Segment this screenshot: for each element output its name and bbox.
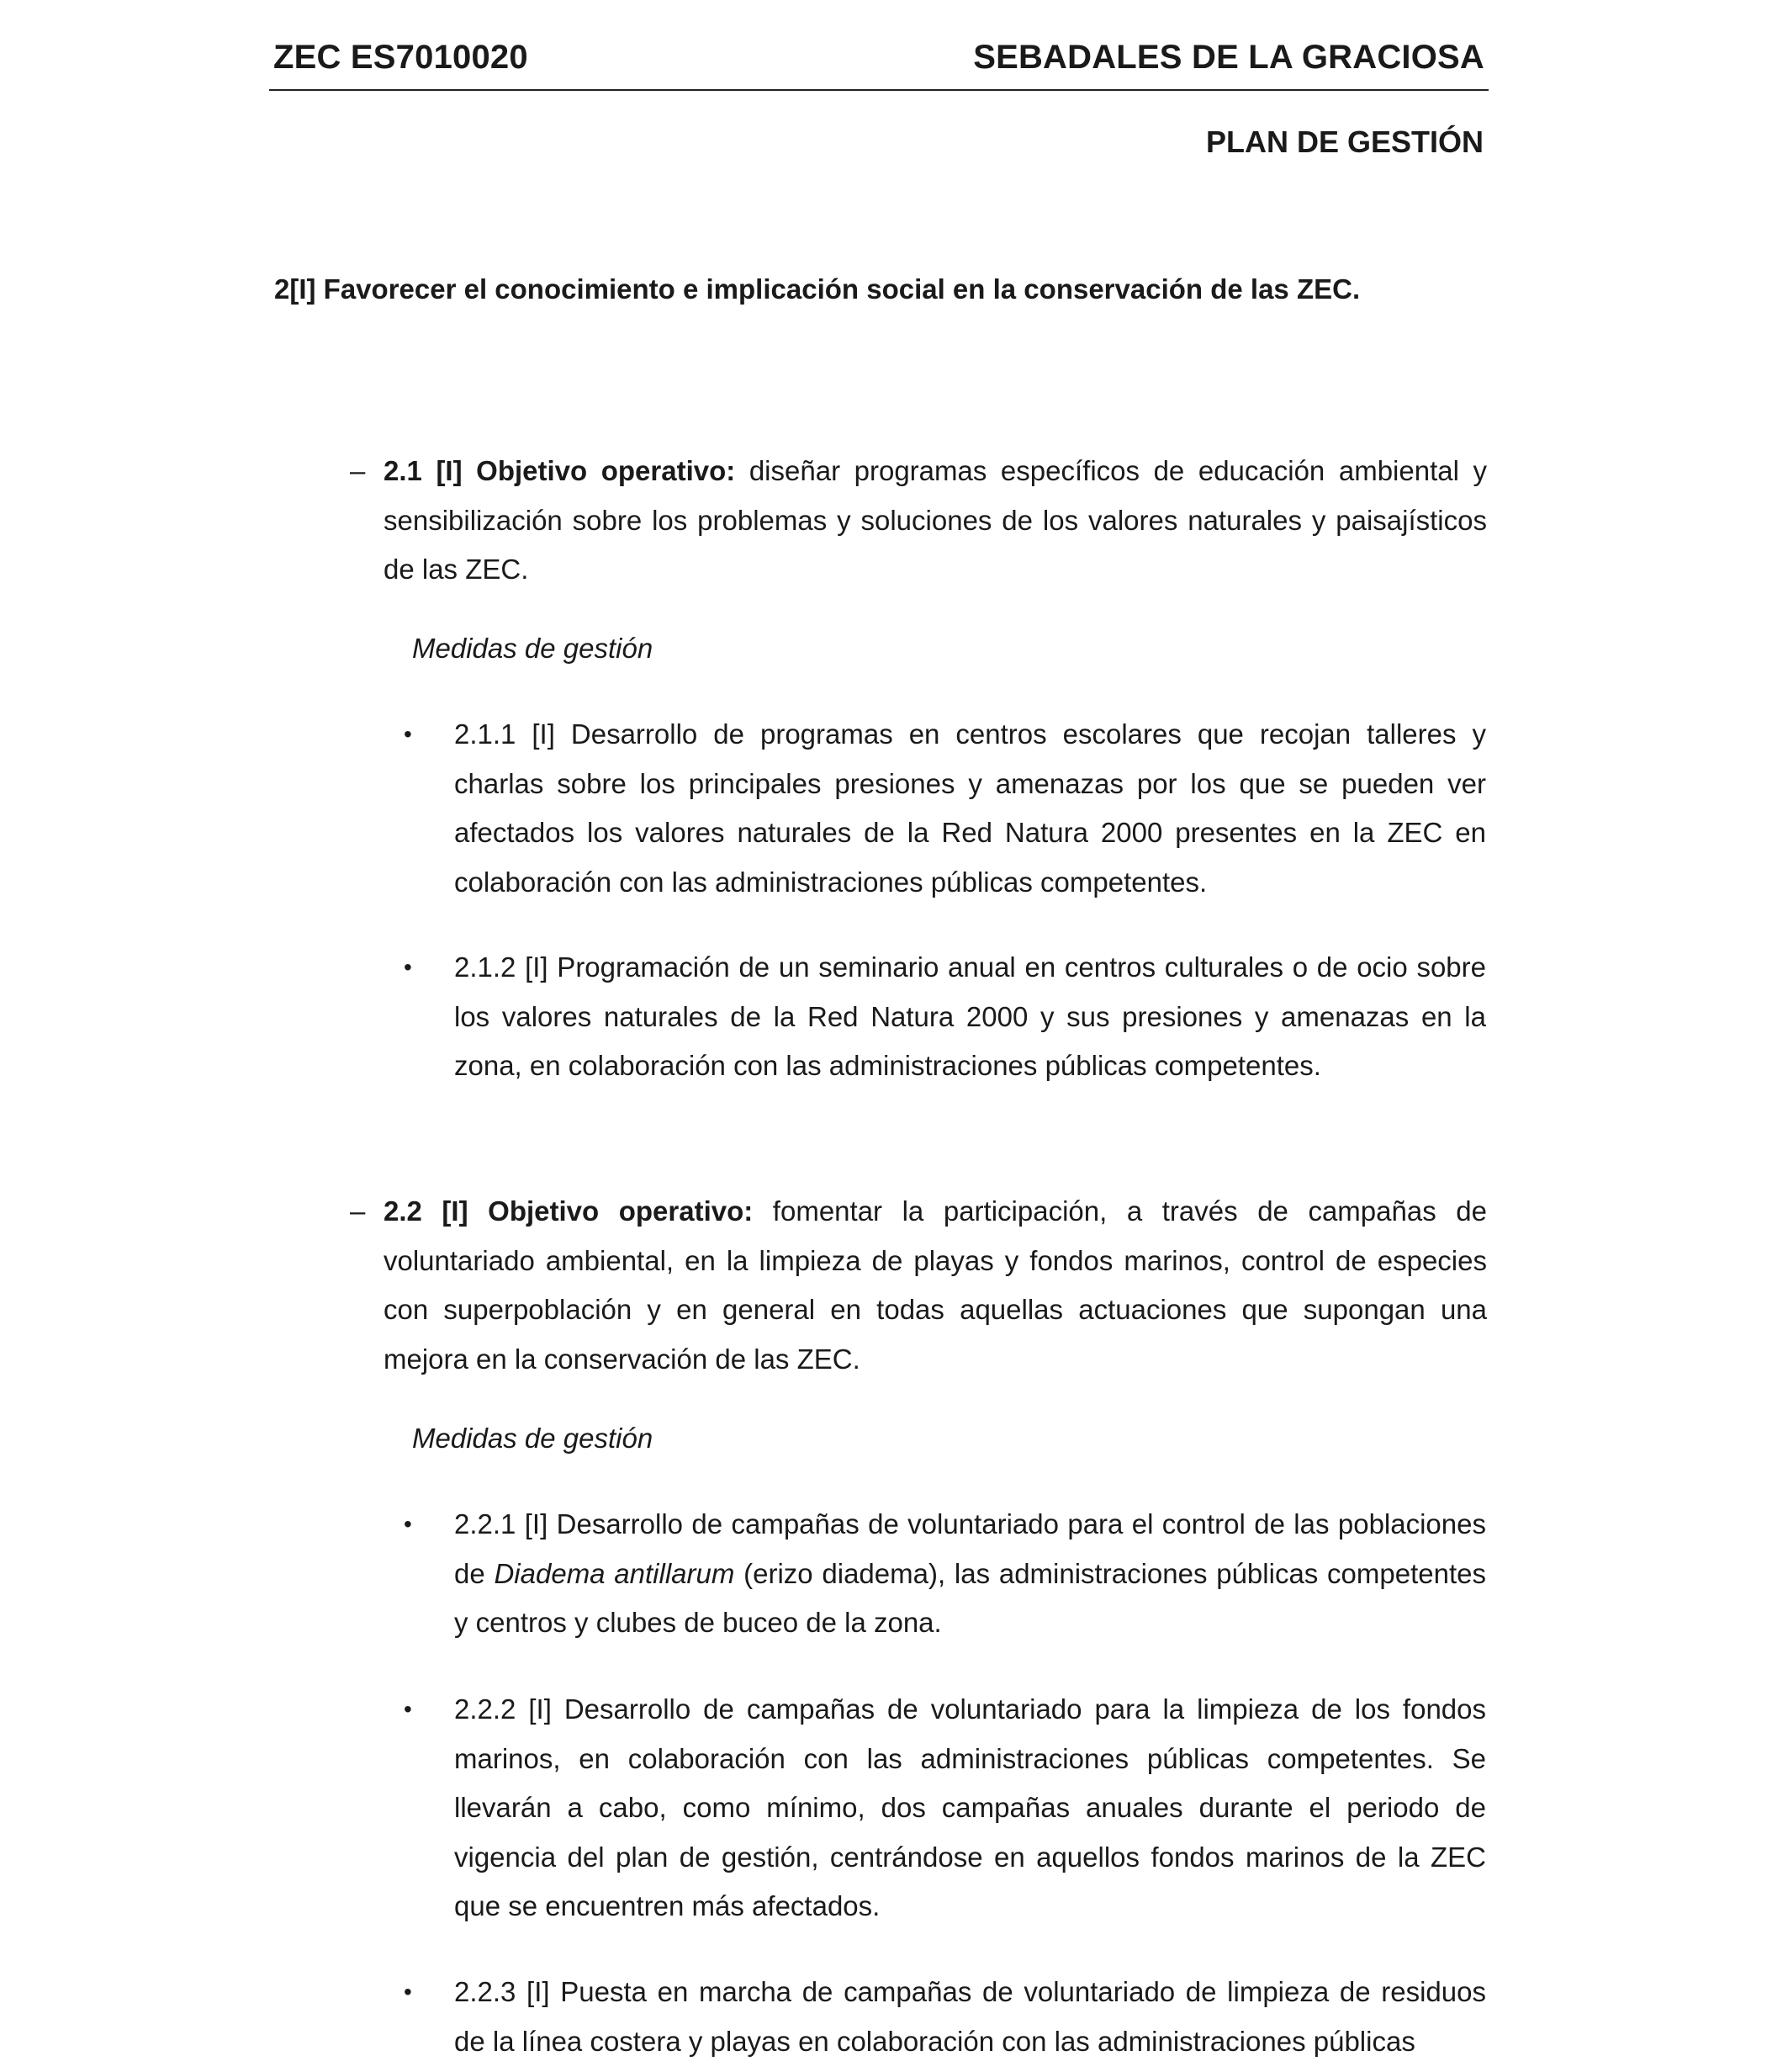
measure-text-after: (erizo diadema), las administraciones públicas competentes y centros y clubes de buceo de la zona.	[454, 1557, 1486, 1639]
measure-2-2-1	[404, 1500, 1486, 1648]
section-heading: 2[I] Favorecer el conocimiento e implicación social en la conservación de las ZEC.	[274, 273, 1361, 305]
header-divider	[269, 89, 1489, 91]
objective-text: fomentar la participación, a través de campañas de voluntariado ambiental, en la limpieza de playas y fondos marinos, control de especies con superpoblación y en general en todas aquellas actuaciones que supongan una mejora en la conservación de las ZEC.	[384, 1195, 1487, 1375]
zec-code: ZEC ES7010020	[273, 38, 528, 76]
dash-marker: –	[350, 455, 366, 486]
measure-text-before: 2.2.1 [I] Desarrollo de campañas de voluntariado para el control de las poblaciones de	[454, 1508, 1486, 1589]
medidas-heading: Medidas de gestión	[412, 1423, 653, 1454]
measure-2-1-1	[404, 710, 1486, 907]
species-name: Diadema antillarum	[494, 1557, 735, 1589]
bullet-marker: •	[404, 1979, 412, 2005]
measure-2-2-3	[404, 1968, 1486, 2066]
bullet-marker: •	[404, 1511, 412, 1537]
medidas-heading: Medidas de gestión	[412, 633, 653, 664]
bullet-marker: •	[404, 954, 412, 980]
objective-2-1	[350, 447, 1488, 595]
objective-label: 2.2 [I] Objetivo operativo:	[384, 1195, 754, 1227]
measure-2-2-2	[404, 1685, 1486, 1932]
measure-2-1-2	[404, 943, 1486, 1091]
measure-text: 2.2.2 [I] Desarrollo de campañas de voluntariado para la limpieza de los fondos marinos, en colaboración con las administraciones públicas competentes. Se llevarán a cabo, como mínimo, dos campañas anuales durante el periodo de vigencia del plan de gestión, centrándose en aquellos fondos marinos de la ZEC que se encuentren más afectados.	[454, 1693, 1486, 1922]
document-type-title: PLAN DE GESTIÓN	[1205, 125, 1484, 159]
measure-text: 2.1.1 [I] Desarrollo de programas en centros escolares que recojan talleres y charlas sobre los principales presiones y amenazas por los que se pueden ver afectados los valores naturales de la Red Natura 2000 presentes en la ZEC en colaboración con las administraciones públicas competentes.	[454, 718, 1486, 898]
dash-marker: –	[350, 1195, 366, 1227]
objective-text: diseñar programas específicos de educación ambiental y sensibilización sobre los problemas y soluciones de los valores naturales y paisajísticos de las ZEC.	[384, 455, 1488, 586]
measure-text: 2.2.3 [I] Puesta en marcha de campañas de voluntariado de limpieza de residuos de la línea costera y playas en colaboración con las administraciones públicas	[454, 1976, 1486, 2057]
measure-text: 2.1.2 [I] Programación de un seminario anual en centros culturales o de ocio sobre los valores naturales de la Red Natura 2000 y sus presiones y amenazas en la zona, en colaboración con las administraciones públicas competentes.	[454, 951, 1486, 1082]
bullet-marker: •	[404, 1696, 412, 1722]
bullet-marker: •	[404, 721, 412, 747]
objective-2-2	[350, 1187, 1487, 1384]
site-name: SEBADALES DE LA GRACIOSA	[973, 38, 1484, 76]
page-header	[269, 25, 1489, 89]
objective-label: 2.1 [I] Objetivo operativo:	[384, 455, 736, 486]
